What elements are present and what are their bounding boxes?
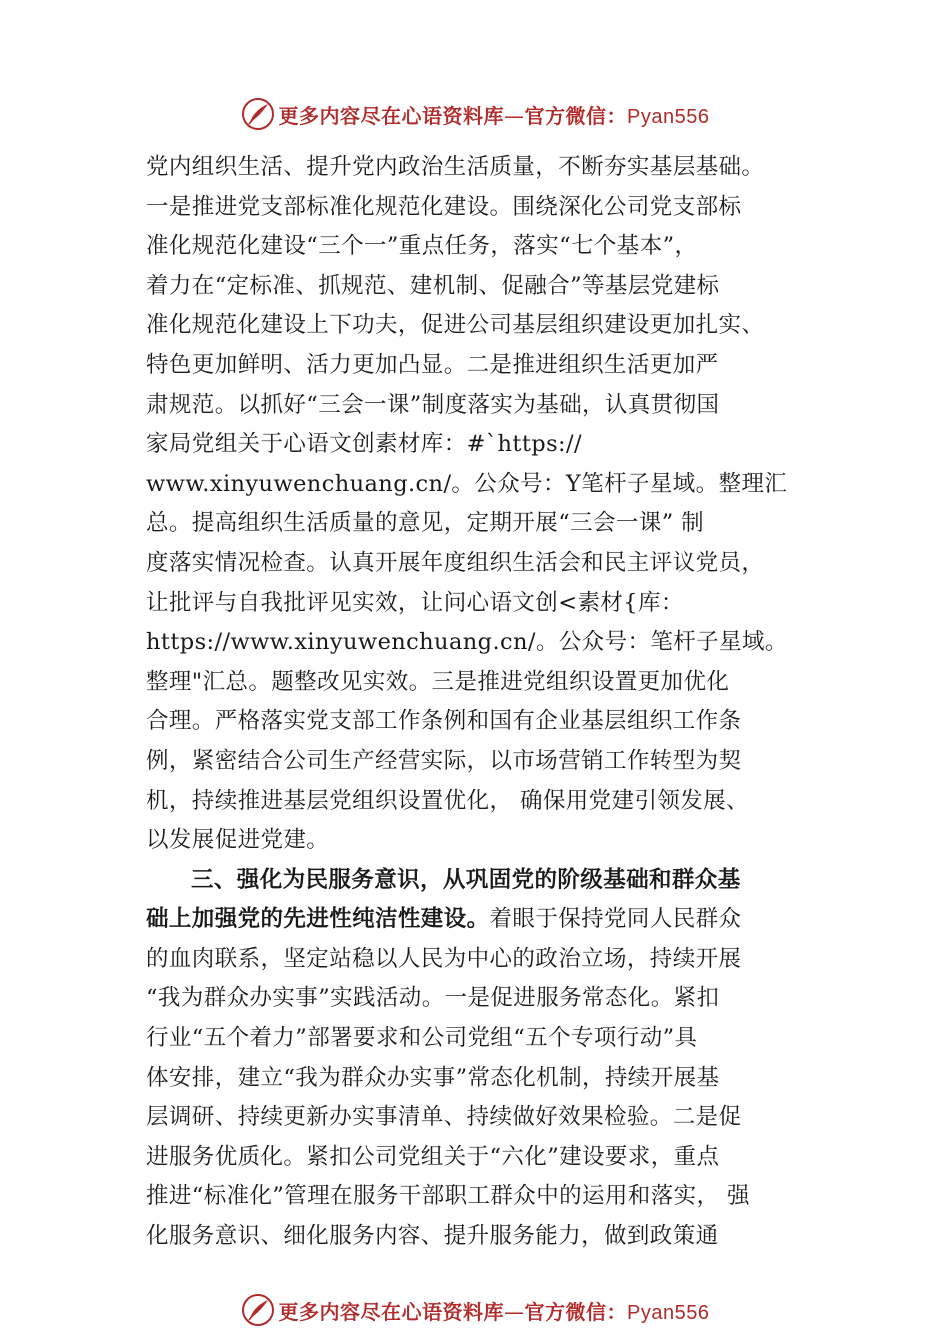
text-line: 的血肉联系，坚定站稳以人民为中心的政治立场，持续开展 [146,945,742,972]
text-line: 准化规范化建设“三个一”重点任务，落实“七个基本”， [146,233,698,260]
text-line: 进服务优质化。紧扣公司党组关于“六化”建设要求，重点 [146,1143,720,1170]
text-line: 一是推进党支部标准化规范化建设。围绕深化公司党支部标 [146,193,742,220]
text-line: 肃规范。以抓好“三会一课”制度落实为基础，认真贯彻国 [146,391,720,418]
quill-logo-icon [241,1293,275,1327]
banner-wechat-id: Pyan556 [627,1301,710,1324]
text-line: 例，紧密结合公司生产经营实际，以市场营销工作转型为契 [146,747,742,774]
text-line: “我为群众办实事”实践活动。一是促进服务常态化。紧扣 [146,985,720,1012]
text-line: 特色更加鲜明、活力更加凸显。二是推进组织生活更加严 [146,351,719,378]
header-banner [0,94,950,134]
section-heading-continuation [146,900,826,940]
text-line: 家局党组关于心语文创素材库：#`https:// [146,431,582,458]
section-heading: 三、强化为民服务意识，从巩固党的阶级基础和群众基 [191,866,741,893]
text-line: 着力在“定标准、抓规范、建机制、促融合”等基层党建标 [146,272,720,299]
banner-prefix: 更多内容尽在心语资料库 [278,1299,505,1324]
text-line: 体安排，建立“我为群众办实事”常态化机制，持续开展基 [146,1064,720,1091]
text-line: 整理"汇总。题整改见实效。三是推进党组织设置更加优化 [146,668,730,695]
banner-text [279,1296,710,1325]
text-line: 机，持续推进基层党组织设置优化， 确保用党建引领发展、 [146,787,749,814]
document-body [146,148,826,1257]
text-line: 让批评与自我批评见实效，让问心语文创<素材{库： [146,589,684,616]
banner-wechat-id: Pyan556 [627,105,710,128]
text-line: 行业“五个着力”部署要求和公司党组“五个专项行动”具 [146,1025,698,1052]
text-line: 化服务意识、细化服务内容、提升服务能力，做到政策通 [146,1223,719,1250]
banner-wechat-label: 官方微信： [524,103,628,128]
text-line: 层调研、持续更新办实事清单、持续做好效果检验。二是促 [146,1104,742,1131]
text-line: 以发展促进党建。 [146,827,330,854]
banner-wechat-label: 官方微信： [524,1299,628,1324]
banner-separator: — [504,103,525,128]
section-intro-text: 着眼于保持党同人民群众 [489,906,742,933]
text-line: 推进“标准化”管理在服务干部职工群众中的运用和落实， 强 [146,1183,750,1210]
quill-logo-icon [241,97,275,131]
footer-banner [0,1290,950,1330]
text-line: 总。提高组织生活质量的意见，定期开展“三会一课” 制 [146,510,705,537]
banner-separator: — [504,1299,525,1324]
text-line: 合理。严格落实党支部工作条例和国有企业基层组织工作条 [146,708,742,735]
banner-prefix: 更多内容尽在心语资料库 [278,103,505,128]
text-line: 准化规范化建设上下功夫，促进公司基层组织建设更加扎实、 [146,312,765,339]
text-line: 党内组织生活、提升党内政治生活质量，不断夯实基层基础。 [146,154,765,180]
banner-text [279,100,710,129]
text-line: https://www.xinyuwenchuang.cn/。公众号：笔杆子星域。 [146,629,788,656]
text-line: www.xinyuwenchuang.cn/。公众号：Y笔杆子星域。整理汇 [146,470,788,497]
text-line: 度落实情况检查。认真开展年度组织生活会和民主评议党员， [146,549,765,576]
section-heading-bold: 础上加强党的先进性纯洁性建设。 [146,906,490,933]
